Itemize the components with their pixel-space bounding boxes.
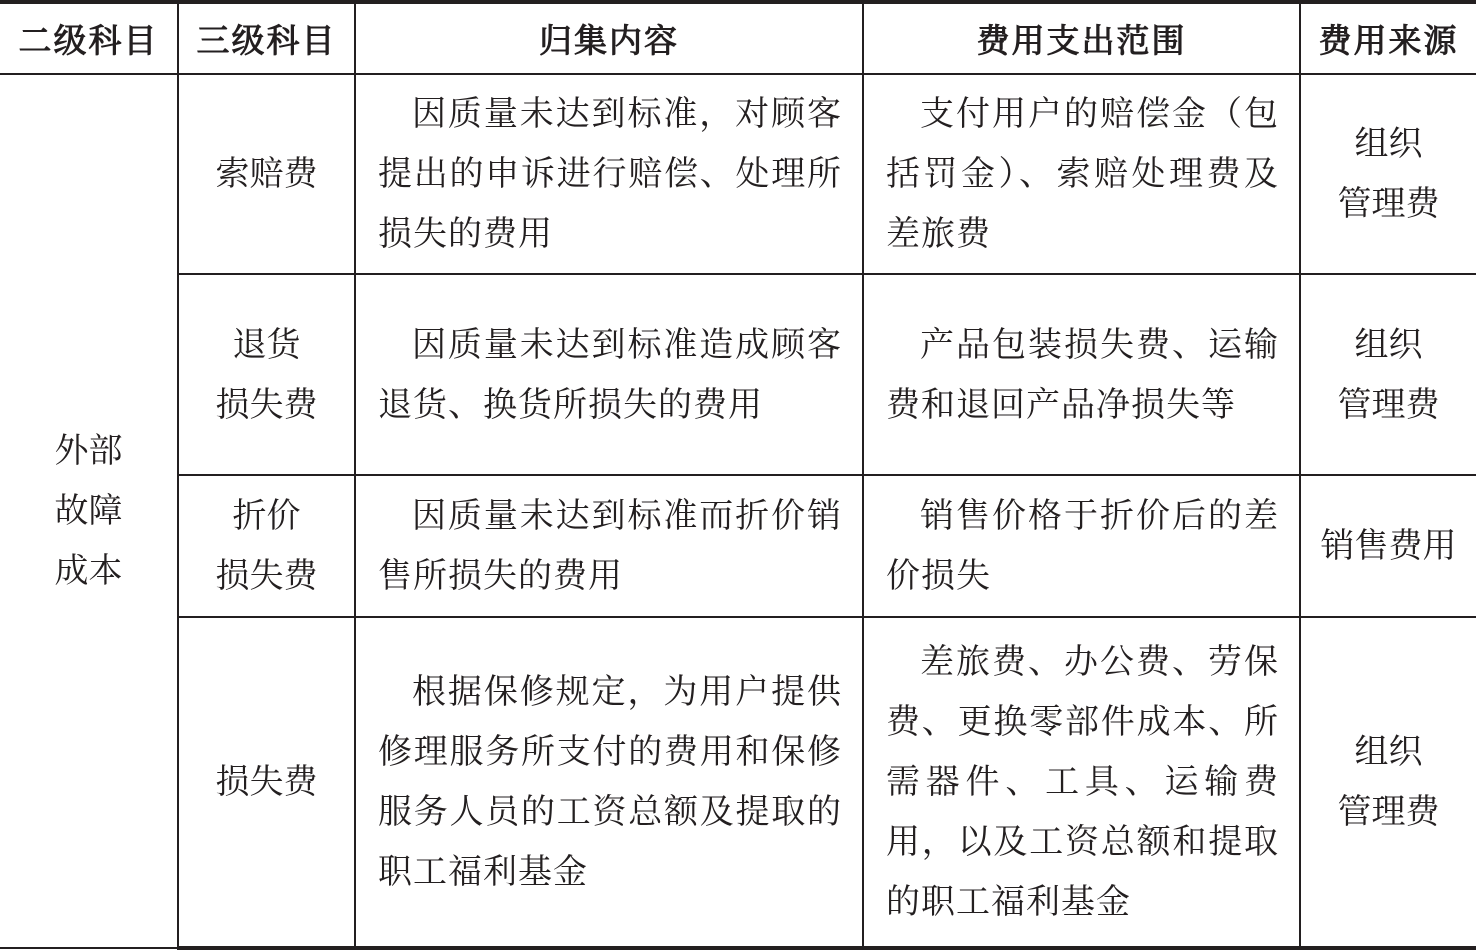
header-level3: 三级科目	[178, 2, 355, 74]
level3-cell: 损失费	[178, 617, 355, 948]
scope-cell: 差旅费、办公费、劳保费、更换零部件成本、所需器件、工具、运输费用，以及工资总额和提取的职工福利基金	[863, 617, 1300, 948]
content-cell: 因质量未达到标准而折价销售所损失的费用	[355, 475, 863, 617]
source-cell: 组织 管理费	[1300, 274, 1476, 475]
header-level2: 二级科目	[0, 2, 178, 74]
table-row	[0, 617, 1476, 948]
scope-cell: 销售价格于折价后的差价损失	[863, 475, 1300, 617]
content-cell: 因质量未达到标准，对顾客提出的申诉进行赔偿、处理所损失的费用	[355, 74, 863, 274]
header-row	[0, 2, 1476, 74]
level3-cell: 退货 损失费	[178, 274, 355, 475]
level3-cell: 折价 损失费	[178, 475, 355, 617]
header-scope: 费用支出范围	[863, 2, 1300, 74]
level2-cell: 外部 故障 成本	[0, 74, 178, 948]
source-cell: 销售费用	[1300, 475, 1476, 617]
scope-cell: 产品包装损失费、运输费和退回产品净损失等	[863, 274, 1300, 475]
source-cell: 组织 管理费	[1300, 74, 1476, 274]
scope-cell: 支付用户的赔偿金（包括罚金）、索赔处理费及差旅费	[863, 74, 1300, 274]
table-row	[0, 74, 1476, 274]
header-source: 费用来源	[1300, 2, 1476, 74]
content-cell: 因质量未达到标准造成顾客退货、换货所损失的费用	[355, 274, 863, 475]
table-row	[0, 475, 1476, 617]
table-row	[0, 274, 1476, 475]
header-content: 归集内容	[355, 2, 863, 74]
level3-cell: 索赔费	[178, 74, 355, 274]
source-cell: 组织 管理费	[1300, 617, 1476, 948]
content-cell: 根据保修规定，为用户提供修理服务所支付的费用和保修服务人员的工资总额及提取的职工福利基金	[355, 617, 863, 948]
